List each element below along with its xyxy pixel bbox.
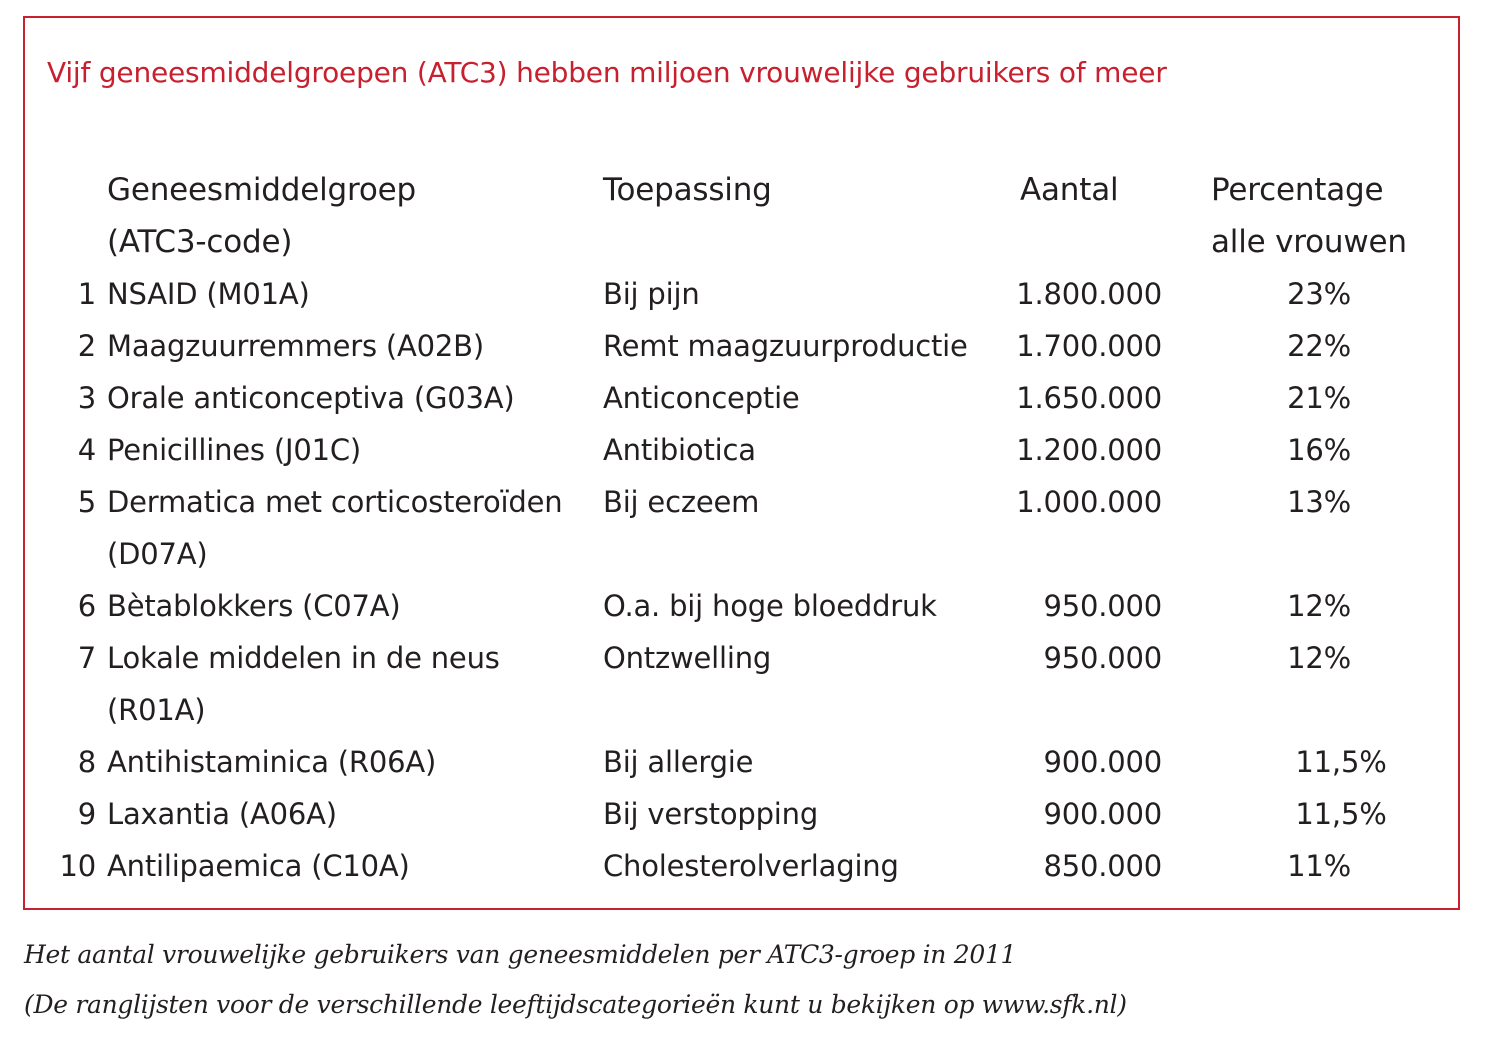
row-use: Remt maagzuurproductie bbox=[603, 329, 968, 363]
row-group-code: (D07A) bbox=[107, 537, 208, 571]
row-count: 950.000 bbox=[1043, 589, 1162, 623]
row-percentage: 16% bbox=[1287, 433, 1351, 467]
table-title: Vijf geneesmiddelgroepen (ATC3) hebben miljoen vrouwelijke gebruikers of meer bbox=[47, 56, 1167, 89]
row-group: Laxantia (A06A) bbox=[107, 797, 337, 831]
row-rank: 6 bbox=[77, 589, 96, 623]
row-percentage: 12% bbox=[1287, 589, 1351, 623]
row-group: NSAID (M01A) bbox=[107, 277, 310, 311]
row-percentage: 11,5% bbox=[1295, 745, 1387, 779]
row-percentage: 13% bbox=[1287, 485, 1351, 519]
row-rank: 2 bbox=[77, 329, 96, 363]
row-rank: 9 bbox=[77, 797, 96, 831]
row-use: O.a. bij hoge bloeddruk bbox=[603, 589, 937, 623]
row-count: 950.000 bbox=[1043, 641, 1162, 675]
row-percentage: 23% bbox=[1287, 277, 1351, 311]
row-count: 1.000.000 bbox=[1016, 485, 1162, 519]
row-count: 1.800.000 bbox=[1016, 277, 1162, 311]
row-rank: 7 bbox=[77, 641, 96, 675]
header-percentage-women: alle vrouwen bbox=[1211, 224, 1407, 260]
row-percentage: 22% bbox=[1287, 329, 1351, 363]
caption-line-2: (De ranglijsten voor de verschillende leeftijdscategorieën kunt u bekijken op www.sfk.nl) bbox=[24, 990, 1127, 1019]
row-group: Penicillines (J01C) bbox=[107, 433, 361, 467]
header-use: Toepassing bbox=[603, 172, 772, 208]
row-group: Orale anticonceptiva (G03A) bbox=[107, 381, 515, 415]
row-rank: 3 bbox=[77, 381, 96, 415]
header-group: Geneesmiddelgroep bbox=[107, 172, 416, 208]
row-group: Antilipaemica (C10A) bbox=[107, 849, 410, 883]
row-group-code: (R01A) bbox=[107, 693, 206, 727]
row-use: Bij allergie bbox=[603, 745, 754, 779]
row-group: Maagzuurremmers (A02B) bbox=[107, 329, 484, 363]
row-use: Antibiotica bbox=[603, 433, 756, 467]
row-percentage: 11,5% bbox=[1295, 797, 1387, 831]
table-frame bbox=[23, 16, 1460, 910]
row-percentage: 12% bbox=[1287, 641, 1351, 675]
row-count: 1.700.000 bbox=[1016, 329, 1162, 363]
row-rank: 4 bbox=[77, 433, 96, 467]
row-percentage: 21% bbox=[1287, 381, 1351, 415]
row-group: Antihistaminica (R06A) bbox=[107, 745, 437, 779]
row-count: 900.000 bbox=[1043, 745, 1162, 779]
row-group: Dermatica met corticosteroïden bbox=[107, 485, 563, 519]
header-percentage: Percentage bbox=[1211, 172, 1384, 208]
row-use: Bij verstopping bbox=[603, 797, 819, 831]
row-count: 1.200.000 bbox=[1016, 433, 1162, 467]
row-rank: 8 bbox=[77, 745, 96, 779]
row-count: 900.000 bbox=[1043, 797, 1162, 831]
data-table bbox=[25, 18, 1458, 908]
row-group: Lokale middelen in de neus bbox=[107, 641, 500, 675]
row-use: Bij pijn bbox=[603, 277, 700, 311]
row-rank: 10 bbox=[59, 849, 96, 883]
row-rank: 5 bbox=[77, 485, 96, 519]
row-percentage: 11% bbox=[1287, 849, 1351, 883]
row-count: 850.000 bbox=[1043, 849, 1162, 883]
header-group-code: (ATC3-code) bbox=[107, 224, 293, 260]
row-use: Cholesterolverlaging bbox=[603, 849, 899, 883]
row-use: Ontzwelling bbox=[603, 641, 772, 675]
row-group: Bètablokkers (C07A) bbox=[107, 589, 401, 623]
header-count: Aantal bbox=[1020, 172, 1119, 208]
caption-line-1: Het aantal vrouwelijke gebruikers van geneesmiddelen per ATC3-groep in 2011 bbox=[24, 940, 1017, 969]
row-use: Anticonceptie bbox=[603, 381, 800, 415]
row-use: Bij eczeem bbox=[603, 485, 760, 519]
row-rank: 1 bbox=[77, 277, 96, 311]
row-count: 1.650.000 bbox=[1016, 381, 1162, 415]
